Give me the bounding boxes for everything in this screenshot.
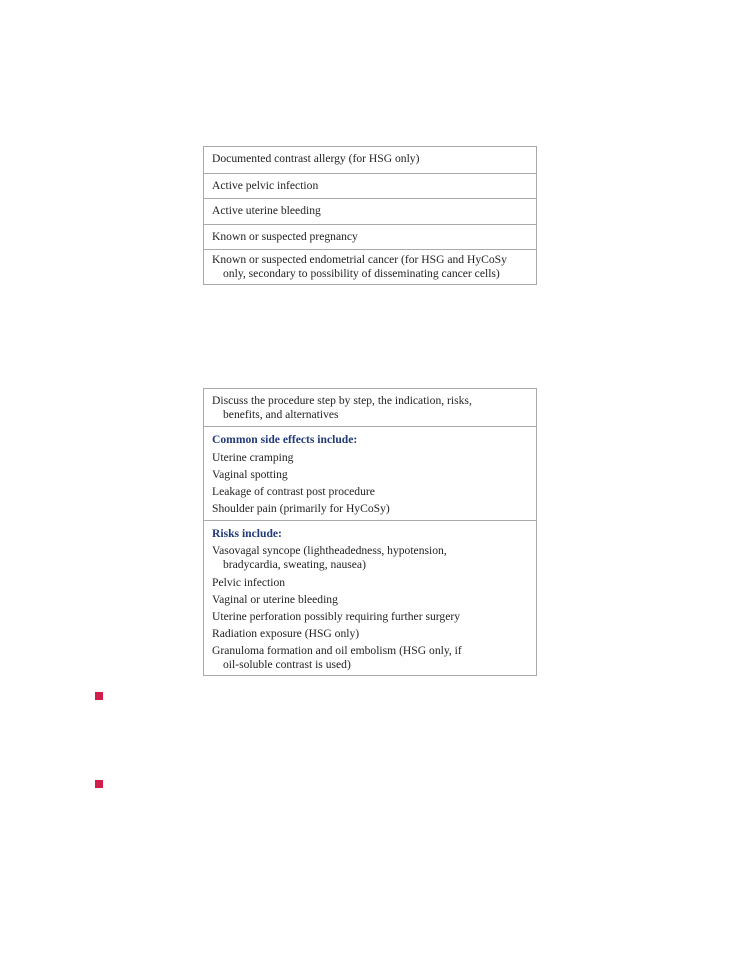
table-row	[204, 173, 536, 199]
intro-row	[204, 389, 536, 426]
list-item: Leakage of contrast post procedure	[212, 485, 375, 498]
list-item-continuation: oil-soluble contrast is used)	[223, 658, 351, 671]
contraindications-table	[203, 146, 537, 285]
list-item: Pelvic infection	[212, 576, 286, 589]
list-item: Shoulder pain (primarily for HyCoSy)	[212, 502, 390, 515]
cell-text: Known or suspected pregnancy	[212, 229, 358, 243]
list-item: Radiation exposure (HSG only)	[212, 627, 360, 640]
list-item: Uterine cramping	[212, 451, 294, 464]
side-effects-section	[204, 426, 536, 520]
side-effects-heading: Common side effects include:	[212, 433, 358, 446]
cell-text: Active pelvic infection	[212, 178, 319, 192]
list-item: Vaginal spotting	[212, 468, 288, 481]
cell-text: Documented contrast allergy (for HSG only)	[212, 152, 420, 165]
intro-text-continuation: benefits, and alternatives	[223, 408, 339, 421]
intro-text: Discuss the procedure step by step, the indication, risks,	[212, 394, 472, 407]
risks-section	[204, 520, 536, 675]
cell-text-continuation: only, secondary to possibility of disseminating cancer cells)	[223, 267, 500, 280]
bullet-square-icon	[95, 780, 103, 788]
table-row	[204, 198, 536, 224]
list-item: Vasovagal syncope (lightheadedness, hypotension,	[212, 544, 447, 557]
table-row	[204, 147, 536, 173]
table-row	[204, 224, 536, 250]
bullet-square-icon	[95, 692, 103, 700]
counseling-table	[203, 388, 537, 676]
list-item: Granuloma formation and oil embolism (HSG only, if	[212, 644, 462, 657]
list-item: Vaginal or uterine bleeding	[212, 593, 338, 606]
list-item-continuation: bradycardia, sweating, nausea)	[223, 558, 366, 571]
risks-heading: Risks include:	[212, 527, 282, 540]
list-item: Uterine perforation possibly requiring further surgery	[212, 610, 461, 623]
cell-text: Active uterine bleeding	[212, 204, 321, 217]
table-row	[204, 249, 536, 284]
cell-text: Known or suspected endometrial cancer (for HSG and HyCoSy	[212, 253, 507, 266]
